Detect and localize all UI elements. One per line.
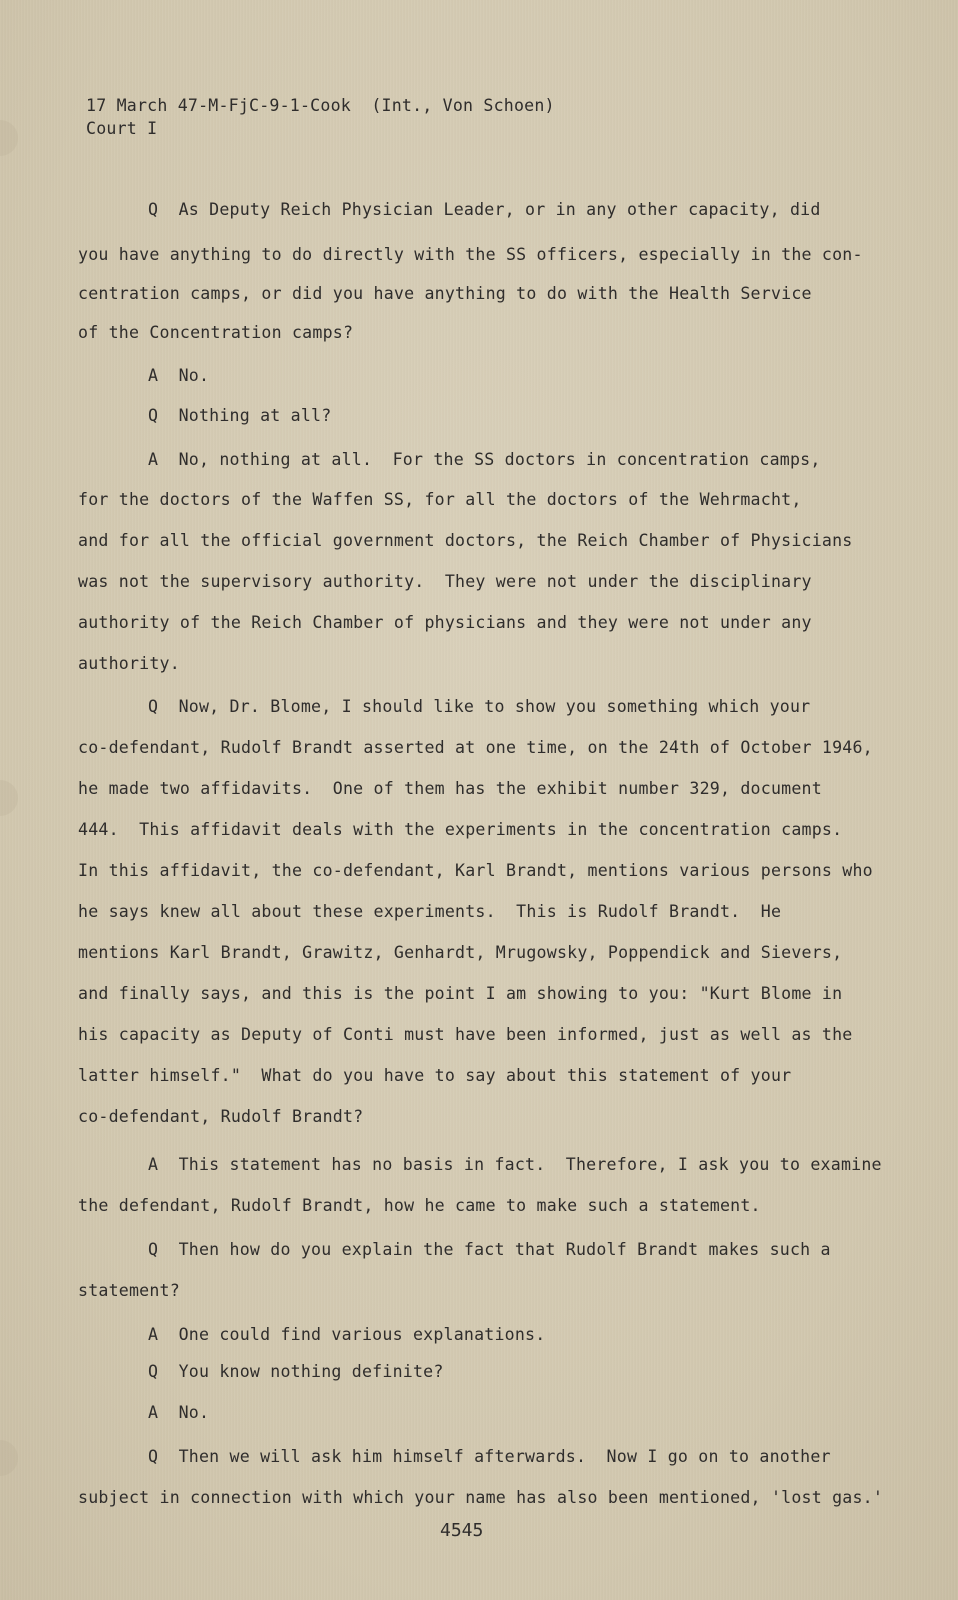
text-line: Q As Deputy Reich Physician Leader, or in any other capacity, did [148, 200, 821, 219]
binder-hole [0, 1440, 18, 1476]
text-line: subject in connection with which your name has also been mentioned, 'lost gas.' [78, 1488, 884, 1507]
text-line: authority. [78, 654, 180, 673]
text-line: A No. [148, 366, 210, 385]
text-line: co-defendant, Rudolf Brandt asserted at one time, on the 24th of October 1946, [78, 738, 873, 757]
text-line: mentions Karl Brandt, Grawitz, Genhardt, Mrugowsky, Poppendick and Sievers, [78, 943, 843, 962]
text-line: his capacity as Deputy of Conti must have been informed, just as well as the [78, 1025, 853, 1044]
header-line-1: 17 March 47-M-FjC-9-1-Cook (Int., Von Schoen) [86, 96, 555, 115]
text-line: Q Then how do you explain the fact that Rudolf Brandt makes such a [148, 1240, 831, 1259]
text-line: Q You know nothing definite? [148, 1362, 444, 1381]
text-line: A One could find various explanations. [148, 1325, 546, 1344]
text-line: you have anything to do directly with the SS officers, especially in the con- [78, 245, 863, 264]
text-line: for the doctors of the Waffen SS, for all the doctors of the Wehrmacht, [78, 490, 802, 509]
text-line: A No, nothing at all. For the SS doctors in concentration camps, [148, 450, 821, 469]
text-line: In this affidavit, the co-defendant, Karl Brandt, mentions various persons who [78, 861, 873, 880]
text-line: he made two affidavits. One of them has the exhibit number 329, document [78, 779, 822, 798]
text-line: latter himself." What do you have to say about this statement of your [78, 1066, 792, 1085]
text-line: authority of the Reich Chamber of physicians and they were not under any [78, 613, 812, 632]
text-line: statement? [78, 1281, 180, 1300]
text-line: co-defendant, Rudolf Brandt? [78, 1107, 364, 1126]
text-line: Q Now, Dr. Blome, I should like to show you something which your [148, 697, 811, 716]
text-line: 444. This affidavit deals with the experiments in the concentration camps. [78, 820, 843, 839]
page-number: 4545 [440, 1520, 484, 1541]
text-line: and finally says, and this is the point I am showing to you: "Kurt Blome in [78, 984, 843, 1003]
text-line: he says knew all about these experiments. This is Rudolf Brandt. He [78, 902, 782, 921]
binder-hole [0, 780, 18, 816]
text-line: of the Concentration camps? [78, 323, 354, 342]
header-line-2: Court I [86, 119, 158, 138]
text-line: centration camps, or did you have anything to do with the Health Service [78, 284, 812, 303]
text-line: Q Then we will ask him himself afterwards. Now I go on to another [148, 1447, 831, 1466]
text-line: A No. [148, 1403, 210, 1422]
text-line: and for all the official government doctors, the Reich Chamber of Physicians [78, 531, 853, 550]
text-line: A This statement has no basis in fact. Therefore, I ask you to examine [148, 1155, 882, 1174]
text-line: was not the supervisory authority. They were not under the disciplinary [78, 572, 812, 591]
text-line: Q Nothing at all? [148, 406, 332, 425]
text-line: the defendant, Rudolf Brandt, how he came to make such a statement. [78, 1196, 761, 1215]
binder-hole [0, 120, 18, 156]
